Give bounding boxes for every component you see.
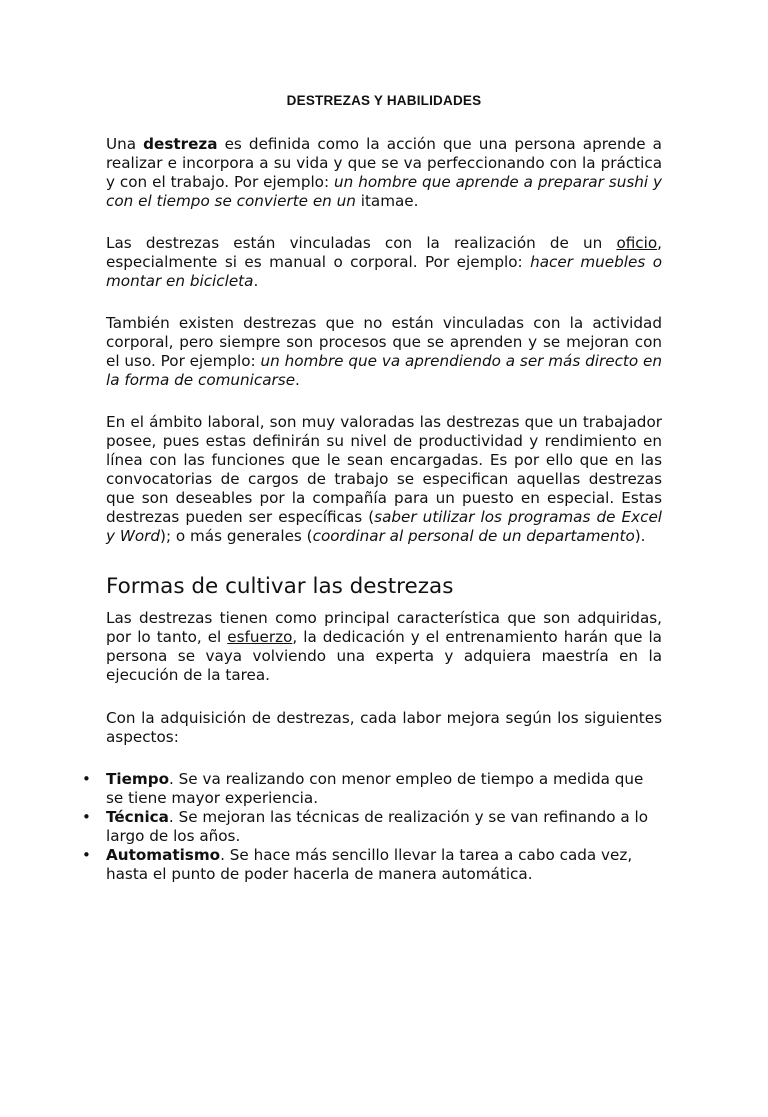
text: itamae. (355, 192, 419, 210)
aspect-term: Técnica (106, 808, 169, 826)
bold-term-destreza: destreza (143, 135, 218, 153)
aspect-desc: . Se mejoran las técnicas de realización y se van refinando a lo largo de los años. (106, 808, 649, 845)
italic-example: un hombre que aprende a preparar sushi y con el tiempo se convierte en un (106, 173, 662, 210)
text: En el ámbito laboral, son muy valoradas las destrezas que un trabajador posee, pues estas definirán su nivel de productividad y rendimiento en línea con las funciones que le sean encargadas. Es por ello que en las convocatorias de cargos de trabajo se especifican aquellas destrezas que son deseables por la compañía para un puesto en especial. Estas destrezas pueden ser específicas ( (106, 413, 662, 526)
bullet-icon: • (82, 770, 91, 788)
text: . (295, 371, 300, 389)
text: Las destrezas están vinculadas con la realización de un (106, 234, 617, 252)
aspect-desc: . Se hace más sencillo llevar la tarea a cabo cada vez, hasta el punto de poder hacerla de manera automática. (106, 846, 633, 883)
text: es definida como la acción que una persona aprende a realizar e incorpora a su vida y que se va perfeccionando con la práctica y con el trabajo. Por ejemplo: (106, 135, 662, 191)
text: , la dedicación y el entrenamiento harán que la persona se vaya volviendo una experta y adquiera maestría en la ejecución de la tarea. (106, 628, 662, 684)
text: También existen destrezas que no están vinculadas con la actividad corporal, pero siempre son procesos que se aprenden y se mejoran con el uso. Por ejemplo: (106, 314, 662, 370)
text: Una (106, 135, 144, 153)
paragraph-oficio (106, 234, 662, 291)
document-title: DESTREZAS Y HABILIDADES (286, 93, 482, 108)
paragraph-adquiridas (106, 609, 662, 685)
link-esfuerzo[interactable]: esfuerzo (227, 628, 293, 646)
text: , especialmente si es manual o corporal. Por ejemplo: (106, 234, 662, 271)
paragraph-definition (106, 135, 662, 211)
text: ). (634, 527, 646, 545)
aspect-desc: . Se va realizando con menor empleo de tiempo a medida que se tiene mayor experiencia. (106, 770, 644, 807)
aspects-list (82, 770, 662, 884)
paragraph-non-corporal (106, 314, 662, 390)
italic-example: coordinar al personal de un departamento (312, 527, 635, 545)
text: Las destrezas tienen como principal característica que son adquiridas, por lo tanto, el (106, 609, 662, 646)
aspect-term: Automatismo (106, 846, 221, 864)
bullet-icon: • (82, 808, 91, 826)
link-oficio[interactable]: oficio (616, 234, 658, 252)
text: ); o más generales ( (160, 527, 313, 545)
section-heading: Formas de cultivar las destrezas (106, 574, 454, 599)
aspect-term: Tiempo (106, 770, 169, 788)
italic-example: hacer muebles o montar en bicicleta (106, 253, 662, 290)
paragraph-laboral (106, 413, 662, 546)
paragraph-aspectos: Con la adquisición de destrezas, cada labor mejora según los siguientes aspectos: (106, 709, 662, 746)
list-item-tecnica (82, 808, 662, 846)
text: . (253, 272, 259, 290)
bullet-icon: • (82, 846, 91, 864)
italic-example: saber utilizar los programas de Excel y Word (106, 508, 663, 545)
document-page (0, 93, 768, 1117)
italic-example: un hombre que va aprendiendo a ser más directo en la forma de comunicarse (106, 352, 662, 389)
list-item-tiempo (82, 770, 662, 808)
list-item-automatismo (82, 846, 662, 884)
